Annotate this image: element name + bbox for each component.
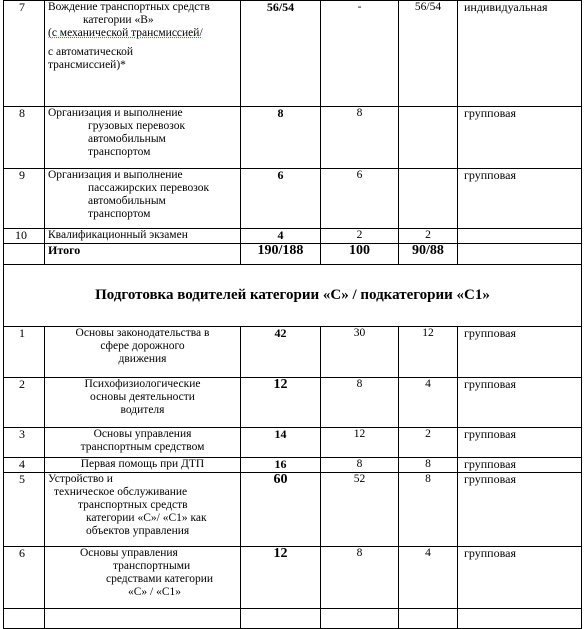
total-hours: 12 — [241, 378, 321, 428]
row-number — [4, 609, 45, 629]
practice-hours: 56/54 — [399, 1, 458, 107]
curriculum-table — [3, 0, 582, 629]
practice-hours: 4 — [399, 378, 458, 428]
total-hours: 12 — [241, 547, 321, 609]
lesson-type — [458, 229, 582, 244]
theory-hours: 8 — [321, 547, 399, 609]
row-number: 10 — [4, 229, 45, 244]
theory-hours: 12 — [321, 428, 399, 458]
grand-theory-hours: 100 — [321, 244, 399, 265]
theory-hours: 6 — [321, 169, 399, 229]
row-number: 9 — [4, 169, 45, 229]
practice-hours: 8 — [399, 473, 458, 547]
row-number: 5 — [4, 473, 45, 547]
section-header-row — [4, 265, 582, 327]
subject-name: Организация и выполнение пассажирских перевозок автомобильным транспортом — [45, 169, 241, 229]
grand-practice-hours: 90/88 — [399, 244, 458, 265]
table-row — [4, 428, 582, 458]
total-hours: 14 — [241, 428, 321, 458]
table-row — [4, 609, 582, 629]
subject-name: Устройство и техническое обслуживание транспортных средств категории «С»/ «С1» как объектов управления — [45, 473, 241, 547]
theory-hours: 8 — [321, 107, 399, 169]
theory-hours: 8 — [321, 458, 399, 473]
row-number: 6 — [4, 547, 45, 609]
table-row — [4, 458, 582, 473]
lesson-type: групповая — [458, 547, 582, 609]
subject-name: Психофизиологические основы деятельности водителя — [45, 378, 241, 428]
practice-hours: 8 — [399, 458, 458, 473]
subject-name: Основы управления транспортными средствами категории «С» / «С1» — [45, 547, 241, 609]
table-row — [4, 229, 582, 244]
lesson-type: индивидуальная — [458, 1, 582, 107]
lesson-type: групповая — [458, 458, 582, 473]
subject-name: Основы управления транспортным средством — [45, 428, 241, 458]
total-hours: 60 — [241, 473, 321, 547]
lesson-type: групповая — [458, 473, 582, 547]
theory-hours: 52 — [321, 473, 399, 547]
theory-hours: - — [321, 1, 399, 107]
row-number: 7 — [4, 1, 45, 107]
lesson-type: групповая — [458, 378, 582, 428]
subject-name: Основы законодательства в сфере дорожного движения — [45, 327, 241, 378]
lesson-type: групповая — [458, 107, 582, 169]
practice-hours — [399, 107, 458, 169]
lesson-type: групповая — [458, 169, 582, 229]
row-number: 4 — [4, 458, 45, 473]
table-row — [4, 1, 582, 107]
subject-name: Первая помощь при ДТП — [45, 458, 241, 473]
subject-name — [45, 609, 241, 629]
subject-name: Квалификационный экзамен — [45, 229, 241, 244]
theory-hours: 2 — [321, 229, 399, 244]
table-row — [4, 327, 582, 378]
total-hours: 42 — [241, 327, 321, 378]
row-number: 3 — [4, 428, 45, 458]
lesson-type: групповая — [458, 428, 582, 458]
row-number: 1 — [4, 327, 45, 378]
row-number: 8 — [4, 107, 45, 169]
total-hours: 6 — [241, 169, 321, 229]
theory-hours: 8 — [321, 378, 399, 428]
total-row-type — [458, 244, 582, 265]
table-row — [4, 107, 582, 169]
practice-hours: 12 — [399, 327, 458, 378]
lesson-type — [458, 609, 582, 629]
total-hours — [241, 609, 321, 629]
total-row — [4, 244, 582, 265]
total-row-number — [4, 244, 45, 265]
table-row — [4, 378, 582, 428]
practice-hours: 2 — [399, 428, 458, 458]
table-row — [4, 473, 582, 547]
total-hours: 56/54 — [241, 1, 321, 107]
row-number: 2 — [4, 378, 45, 428]
practice-hours: 4 — [399, 547, 458, 609]
theory-hours: 30 — [321, 327, 399, 378]
total-hours: 4 — [241, 229, 321, 244]
total-hours: 8 — [241, 107, 321, 169]
lesson-type: групповая — [458, 327, 582, 378]
grand-total-hours: 190/188 — [241, 244, 321, 265]
subject-name: Организация и выполнение грузовых перевозок автомобильным транспортом — [45, 107, 241, 169]
subject-name: Вождение транспортных средств категории «В» (с механической трансмиссией/ с автоматической трансмиссией)* — [45, 1, 241, 107]
total-hours: 16 — [241, 458, 321, 473]
practice-hours — [399, 169, 458, 229]
total-label: Итого — [45, 244, 241, 265]
theory-hours — [321, 609, 399, 629]
table-row — [4, 547, 582, 609]
practice-hours — [399, 609, 458, 629]
section-title: Подготовка водителей категории «С» / подкатегории «С1» — [4, 265, 582, 327]
table-row — [4, 169, 582, 229]
practice-hours: 2 — [399, 229, 458, 244]
